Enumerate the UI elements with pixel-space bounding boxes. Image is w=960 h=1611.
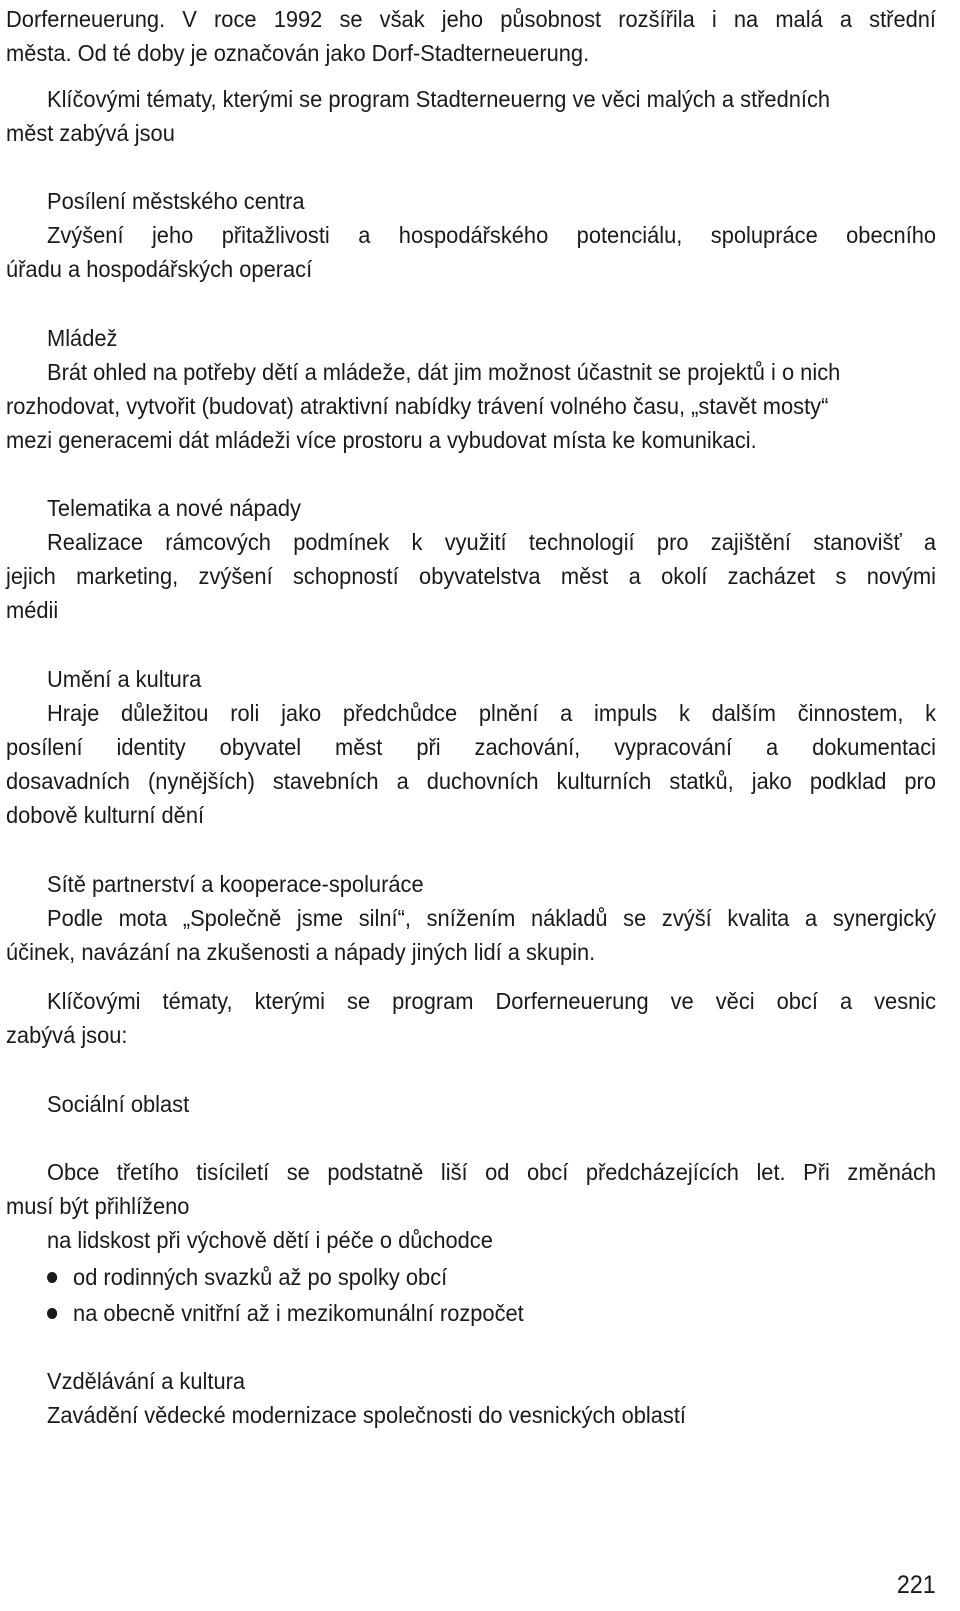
paragraph-line: Klíčovými tématy, kterými se program Dorferneuerung ve věci obcí a vesnic	[47, 988, 937, 1014]
section-body-line: Realizace rámcových podmínek k využití technologií pro zajištění stanovišť a	[47, 529, 937, 555]
section-body-line: mezi generacemi dát mládeži více prostoru a vybudovat místa ke komunikaci.	[6, 427, 757, 453]
bullet-icon	[47, 1272, 57, 1283]
list-item-text: na obecně vnitřní až i mezikomunální rozpočet	[73, 1300, 524, 1326]
section-heading: Mládež	[47, 325, 118, 351]
section-body-line: účinek, navázání na zkušenosti a nápady jiných lidí a skupin.	[6, 939, 596, 965]
section-body-line: rozhodovat, vytvořit (budovat) atraktivní nabídky trávení volného času, „stavět mosty“	[6, 393, 829, 419]
paragraph-line: měst zabývá jsou	[6, 120, 175, 146]
page-number: 221	[897, 1571, 936, 1599]
paragraph-line: Dorferneuerung. V roce 1992 se však jeho působnost rozšířila i na malá a střední	[6, 6, 936, 32]
section-body-line: Zavádění vědecké modernizace společnosti do vesnických oblastí	[47, 1402, 687, 1428]
list-item	[47, 1296, 874, 1330]
list-item-text: od rodinných svazků až po spolky obcí	[73, 1264, 448, 1290]
section-body-line: musí být přihlíženo	[6, 1193, 190, 1219]
section-sub-line: na lidskost při výchově dětí i péče o důchodce	[47, 1227, 493, 1253]
section-body-line: úřadu a hospodářských operací	[6, 256, 313, 282]
section-body-line: dosavadních (nynějších) stavebních a duchovních kulturních statků, jako podklad pro	[6, 768, 936, 794]
section-heading: Sociální oblast	[47, 1091, 190, 1117]
paragraph-line: Klíčovými tématy, kterými se program Stadterneuerng ve věci malých a středních	[47, 86, 831, 112]
section-body-line: Obce třetího tisíciletí se podstatně liší od obcí předcházejících let. Při změnách	[47, 1159, 937, 1185]
section-body-line: Hraje důležitou roli jako předchůdce plnění a impuls k dalším činnostem, k	[47, 700, 937, 726]
section-heading: Posílení městského centra	[47, 188, 305, 214]
section-body-line: Podle mota „Společně jsme silní“, snížením nákladů se zvýší kvalita a synergický	[47, 905, 937, 931]
section-body-line: dobově kulturní dění	[6, 802, 205, 828]
paragraph-line: města. Od té doby je označován jako Dorf-Stadterneuerung.	[6, 40, 590, 66]
section-heading: Umění a kultura	[47, 666, 202, 692]
section-heading: Vzdělávání a kultura	[47, 1368, 246, 1394]
section-body-line: Zvýšení jeho přitažlivosti a hospodářského potenciálu, spolupráce obecního	[47, 222, 937, 248]
section-heading: Sítě partnerství a kooperace-spolurácе	[47, 871, 424, 897]
section-body-line: Brát ohled na potřeby dětí a mládeže, dát jim možnost účastnit se projektů i o nich	[47, 359, 841, 385]
section-body-line: posílení identity obyvatel měst při zachování, vypracování a dokumentaci	[6, 734, 936, 760]
list-item	[47, 1260, 874, 1294]
section-body-line: jejich marketing, zvýšení schopností obyvatelstva měst a okolí zacházet s novými	[6, 563, 936, 589]
section-heading: Telematika a nové nápady	[47, 495, 301, 521]
paragraph-line: zabývá jsou:	[6, 1022, 128, 1048]
bullet-icon	[47, 1308, 57, 1319]
section-body-line: médii	[6, 597, 59, 623]
